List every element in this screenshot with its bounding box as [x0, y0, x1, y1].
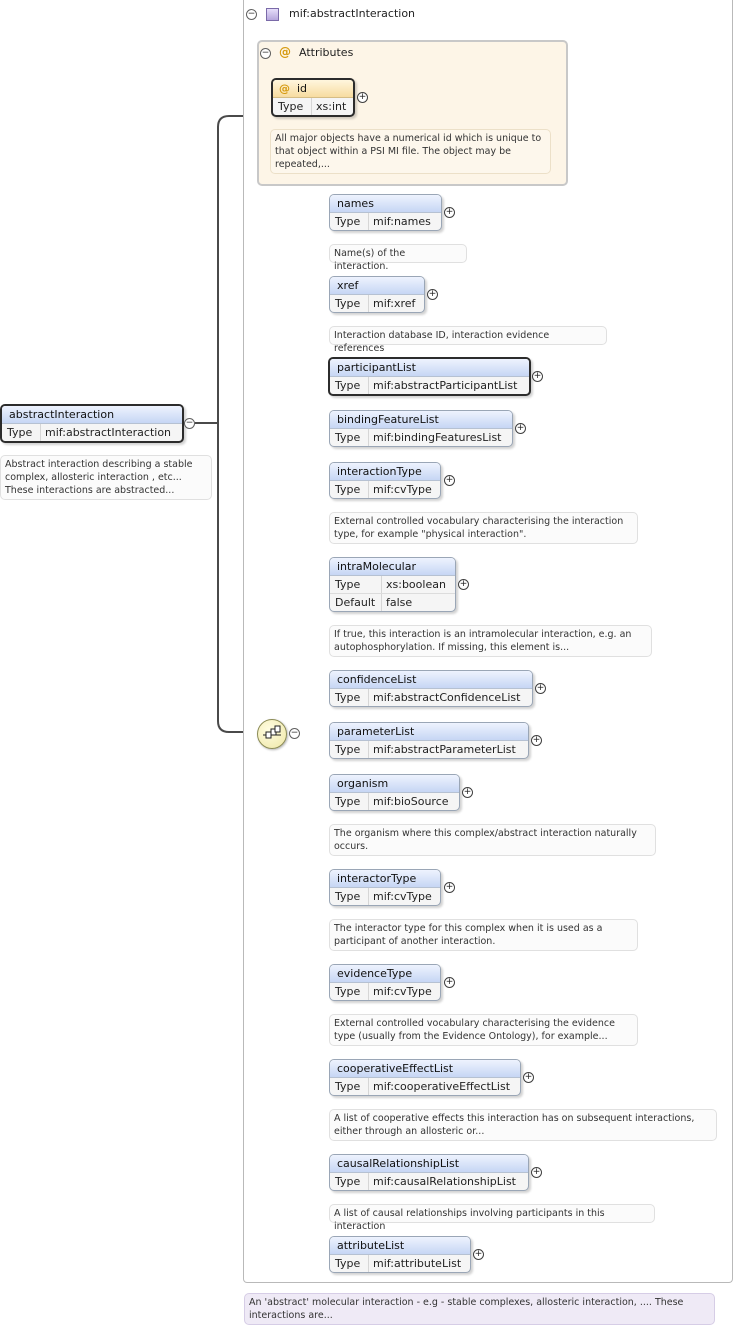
- element-interactortype-name: interactorType: [330, 870, 440, 888]
- element-causalrelationshiplist-name: causalRelationshipList: [330, 1155, 528, 1173]
- type-label: Type: [335, 1080, 361, 1093]
- type-label: Type: [335, 215, 361, 228]
- complex-type-icon: [266, 8, 279, 21]
- type-label: Type: [335, 379, 361, 392]
- element-intramolecular-doc: If true, this interaction is an intramolecular interaction, e.g. an autophosphorylation. If missing, this element is...: [329, 625, 652, 657]
- sequence-compositor-icon[interactable]: [257, 719, 287, 749]
- default-label: Default: [335, 596, 376, 609]
- element-organism-name: organism: [330, 775, 459, 793]
- type-label: Type: [335, 743, 361, 756]
- element-xref-name: xref: [330, 277, 424, 295]
- element-cooperativeeffectlist-name: cooperativeEffectList: [330, 1060, 520, 1078]
- type-label: Type: [335, 691, 361, 704]
- type-label: Type: [335, 795, 361, 808]
- element-interactiontype-name: interactionType: [330, 463, 440, 481]
- element-xref[interactable]: [329, 276, 425, 313]
- attribute-at-icon: @: [279, 82, 290, 95]
- root-element-name: abstractInteraction: [2, 406, 182, 424]
- element-bindingfeaturelist[interactable]: [329, 410, 513, 447]
- element-attributelist[interactable]: [329, 1236, 471, 1273]
- expand-organism-icon[interactable]: +: [463, 787, 472, 797]
- type-label: Type: [335, 483, 361, 496]
- attribute-id-doc: All major objects have a numerical id which is unique to that object within a PSI MI file. The object may be repeated,...: [270, 129, 551, 174]
- expand-interactiontype-icon[interactable]: +: [445, 475, 454, 485]
- element-interactiontype-doc: External controlled vocabulary characterising the interaction type, for example "physical interaction".: [329, 512, 638, 544]
- type-value: xs:int: [316, 100, 347, 113]
- attributes-title: Attributes: [299, 46, 354, 59]
- collapse-attributes-icon[interactable]: −: [261, 48, 270, 58]
- expand-parameterlist-icon[interactable]: +: [532, 735, 541, 745]
- element-bindingfeaturelist-name: bindingFeatureList: [330, 411, 512, 429]
- element-confidencelist[interactable]: [329, 670, 533, 707]
- complex-type-doc: An 'abstract' molecular interaction - e.g - stable complexes, allosteric interaction, .... These interactions are...: [244, 1293, 715, 1325]
- element-names-doc: Name(s) of the interaction.: [329, 244, 467, 263]
- expand-participantlist-icon[interactable]: +: [533, 371, 542, 381]
- type-label: Type: [335, 578, 361, 591]
- type-label: Type: [335, 297, 361, 310]
- type-value: mif:names: [373, 215, 431, 228]
- type-value: mif:causalRelationshipList: [373, 1175, 516, 1188]
- attribute-id[interactable]: [271, 78, 355, 117]
- type-label: Type: [335, 1175, 361, 1188]
- element-causalrelationshiplist-doc: A list of causal relationships involving participants in this interaction: [329, 1204, 655, 1223]
- element-evidencetype[interactable]: [329, 964, 441, 1001]
- type-label: Type: [335, 890, 361, 903]
- expand-intramolecular-icon[interactable]: +: [459, 579, 468, 589]
- type-value: mif:abstractParticipantList: [373, 379, 518, 392]
- element-interactiontype[interactable]: [329, 462, 441, 499]
- default-value: false: [386, 596, 413, 609]
- element-evidencetype-name: evidenceType: [330, 965, 440, 983]
- type-value: mif:bindingFeaturesList: [373, 431, 502, 444]
- type-value: xs:boolean: [386, 578, 446, 591]
- expand-evidencetype-icon[interactable]: +: [445, 977, 454, 987]
- type-value: mif:cvType: [373, 985, 432, 998]
- collapse-complex-type-icon[interactable]: −: [247, 9, 256, 19]
- type-value: mif:abstractParameterList: [373, 743, 516, 756]
- type-value: mif:abstractInteraction: [45, 426, 172, 439]
- element-interactortype-doc: The interactor type for this complex when it is used as a participant of another interaction.: [329, 919, 638, 951]
- expand-causalrelationshiplist-icon[interactable]: +: [532, 1167, 541, 1177]
- element-cooperativeeffectlist-doc: A list of cooperative effects this interaction has on subsequent interactions, either through an allosteric or...: [329, 1109, 717, 1141]
- expand-attribute-id-icon[interactable]: +: [358, 92, 367, 102]
- element-names[interactable]: [329, 194, 442, 231]
- element-confidencelist-name: confidenceList: [330, 671, 532, 689]
- expand-interactortype-icon[interactable]: +: [445, 882, 454, 892]
- element-xref-doc: Interaction database ID, interaction evidence references: [329, 326, 607, 345]
- type-value: mif:attributeList: [373, 1257, 462, 1270]
- type-value: mif:cooperativeEffectList: [373, 1080, 511, 1093]
- type-value: mif:cvType: [373, 890, 432, 903]
- element-organism-doc: The organism where this complex/abstract interaction naturally occurs.: [329, 824, 656, 856]
- collapse-sequence-icon[interactable]: −: [290, 728, 299, 738]
- element-evidencetype-doc: External controlled vocabulary characterising the evidence type (usually from the Evidence Ontology), for example...: [329, 1014, 638, 1046]
- element-attributelist-name: attributeList: [330, 1237, 470, 1255]
- type-value: mif:bioSource: [373, 795, 449, 808]
- root-element-doc: Abstract interaction describing a stable complex, allosteric interaction , etc... These interactions are abstracted...: [0, 455, 212, 500]
- element-participantlist[interactable]: [328, 357, 531, 396]
- element-intramolecular-name: intraMolecular: [330, 558, 455, 576]
- expand-names-icon[interactable]: +: [445, 207, 454, 217]
- element-cooperativeeffectlist[interactable]: [329, 1059, 521, 1096]
- type-label: Type: [335, 985, 361, 998]
- element-parameterlist[interactable]: [329, 722, 529, 759]
- expand-attributelist-icon[interactable]: +: [474, 1249, 483, 1259]
- element-organism[interactable]: [329, 774, 460, 811]
- expand-cooperativeeffectlist-icon[interactable]: +: [524, 1072, 533, 1082]
- complex-type-title: mif:abstractInteraction: [289, 7, 416, 20]
- element-participantlist-name: participantList: [330, 359, 529, 377]
- element-names-name: names: [330, 195, 441, 213]
- attribute-id-name: id: [297, 82, 308, 95]
- sequence-glyph-icon: [258, 720, 286, 748]
- type-value: mif:abstractConfidenceList: [373, 691, 521, 704]
- element-intramolecular[interactable]: [329, 557, 456, 612]
- type-label: Type: [335, 1257, 361, 1270]
- type-value: mif:cvType: [373, 483, 432, 496]
- type-label: Type: [7, 426, 33, 439]
- type-label: Type: [278, 100, 304, 113]
- type-value: mif:xref: [373, 297, 416, 310]
- expand-bindingfeaturelist-icon[interactable]: +: [516, 423, 525, 433]
- root-element[interactable]: [0, 404, 184, 443]
- expand-xref-icon[interactable]: +: [428, 289, 437, 299]
- element-causalrelationshiplist[interactable]: [329, 1154, 529, 1191]
- expand-confidencelist-icon[interactable]: +: [536, 683, 545, 693]
- attribute-at-icon: @: [279, 45, 291, 59]
- type-label: Type: [335, 431, 361, 444]
- element-parameterlist-name: parameterList: [330, 723, 528, 741]
- collapse-root-icon[interactable]: −: [185, 418, 194, 428]
- element-interactortype[interactable]: [329, 869, 441, 906]
